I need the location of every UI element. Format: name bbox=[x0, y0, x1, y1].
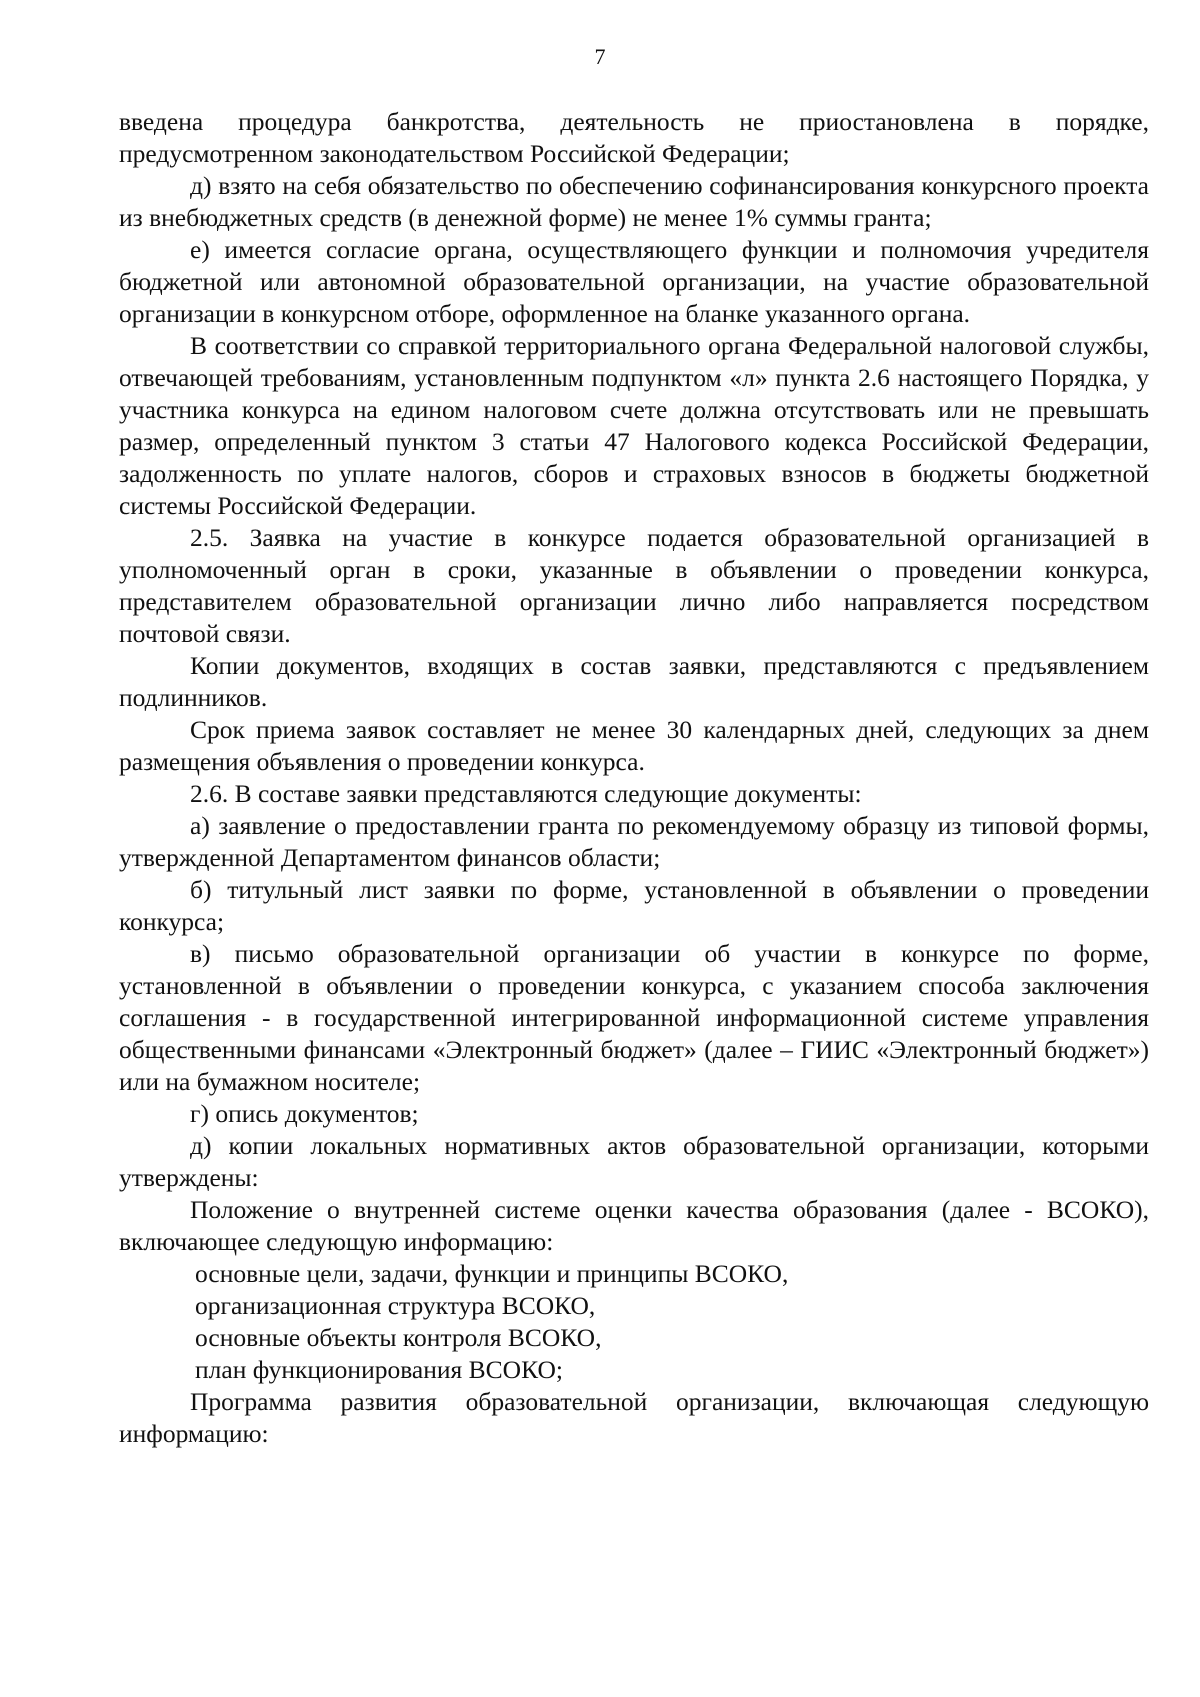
list-item: организационная структура ВСОКО, bbox=[195, 1291, 596, 1320]
paragraph-vsoko-regulation: Положение о внутренней системе оценки качества образования (далее - ВСОКО), включающее следующую информацию: bbox=[119, 1195, 1149, 1256]
paragraph-item-b: б) титульный лист заявки по форме, установленной в объявлении о проведении конкурса; bbox=[119, 875, 1149, 936]
paragraph-item-e-consent: е) имеется согласие органа, осуществляющего функции и полномочия учредителя бюджетной или автономной образовательной организации, на участие образовательной организации в конкурсном отборе, оформленное на бланке указанного органа. bbox=[119, 235, 1149, 328]
paragraph-tax-certificate: В соответствии со справкой территориального органа Федеральной налоговой службы, отвечающей требованиям, установленным подпунктом «л» пункта 2.6 настоящего Порядка, у участника конкурса на едином налоговом счете должна отсутствовать или не превышать размер, определенный пунктом 3 статьи 47 Налогового кодекса Российской Федерации, задолженность по уплате налогов, сборов и страховых взносов в бюджеты бюджетной системы Российской Федерации. bbox=[119, 331, 1149, 520]
paragraph-item-g: г) опись документов; bbox=[190, 1099, 419, 1128]
paragraph-item-v: в) письмо образовательной организации об участии в конкурсе по форме, установленной в объявлении о проведении конкурса, с указанием способа заключения соглашения - в государственной интегрированной информационной системе управления общественными финансами «Электронный бюджет» (далее – ГИИС «Электронный бюджет») или на бумажном носителе; bbox=[119, 939, 1149, 1096]
list-item: основные объекты контроля ВСОКО, bbox=[195, 1323, 602, 1352]
list-item: основные цели, задачи, функции и принципы ВСОКО, bbox=[195, 1259, 789, 1288]
paragraph-item-d-local-acts: д) копии локальных нормативных актов образовательной организации, которыми утверждены: bbox=[119, 1131, 1149, 1192]
paragraph-2-5: 2.5. Заявка на участие в конкурсе подается образовательной организацией в уполномоченный орган в сроки, указанные в объявлении о проведении конкурса, представителем образовательной организации лично либо направляется посредством почтовой связи. bbox=[119, 523, 1149, 648]
paragraph-2-6: 2.6. В составе заявки представляются следующие документы: bbox=[190, 779, 862, 808]
paragraph-item-a: а) заявление о предоставлении гранта по рекомендуемому образцу из типовой формы, утвержденной Департаментом финансов области; bbox=[119, 811, 1149, 872]
page-number: 7 bbox=[594, 44, 606, 69]
paragraph-copies: Копии документов, входящих в состав заявки, представляются с предъявлением подлинников. bbox=[119, 651, 1149, 712]
paragraph-deadline: Срок приема заявок составляет не менее 30 календарных дней, следующих за днем размещения объявления о проведении конкурса. bbox=[119, 715, 1149, 776]
paragraph-development-program: Программа развития образовательной организации, включающая следующую информацию: bbox=[119, 1387, 1149, 1448]
document-body bbox=[119, 106, 1149, 1450]
paragraph-bankruptcy: введена процедура банкротства, деятельность не приостановлена в порядке, предусмотренном законодательством Российской Федерации; bbox=[119, 107, 1149, 168]
list-item: план функционирования ВСОКО; bbox=[195, 1355, 563, 1384]
paragraph-item-d-cofinancing: д) взято на себя обязательство по обеспечению софинансирования конкурсного проекта из внебюджетных средств (в денежной форме) не менее 1% суммы гранта; bbox=[119, 171, 1149, 232]
